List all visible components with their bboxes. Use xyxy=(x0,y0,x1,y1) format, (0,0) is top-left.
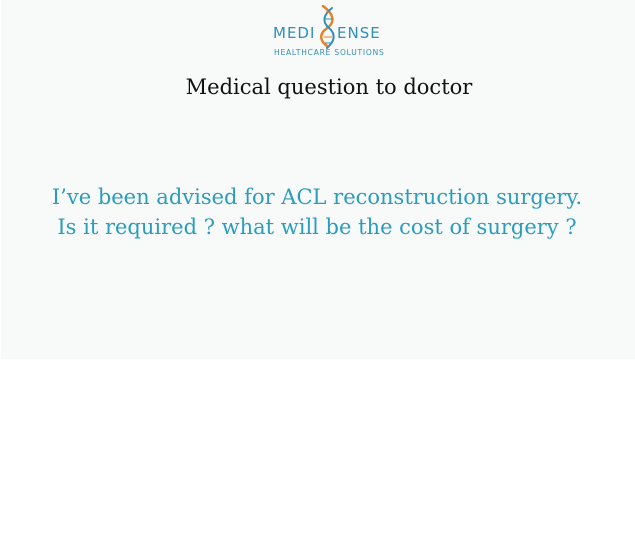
logo-text-right: ENSE xyxy=(337,24,381,42)
question-text xyxy=(1,182,633,242)
dna-helix-icon xyxy=(317,5,339,50)
logo-tagline: HEALTHCARE SOLUTIONS xyxy=(274,48,385,57)
question-line-1: I’ve been advised for ACL reconstruction surgery. xyxy=(51,185,583,209)
logo-text-left: MEDI xyxy=(273,24,316,42)
question-card xyxy=(1,0,635,359)
medisense-logo xyxy=(270,5,392,61)
page-title: Medical question to doctor xyxy=(185,75,473,99)
question-line-2: Is it required ? what will be the cost of surgery ? xyxy=(57,215,577,239)
